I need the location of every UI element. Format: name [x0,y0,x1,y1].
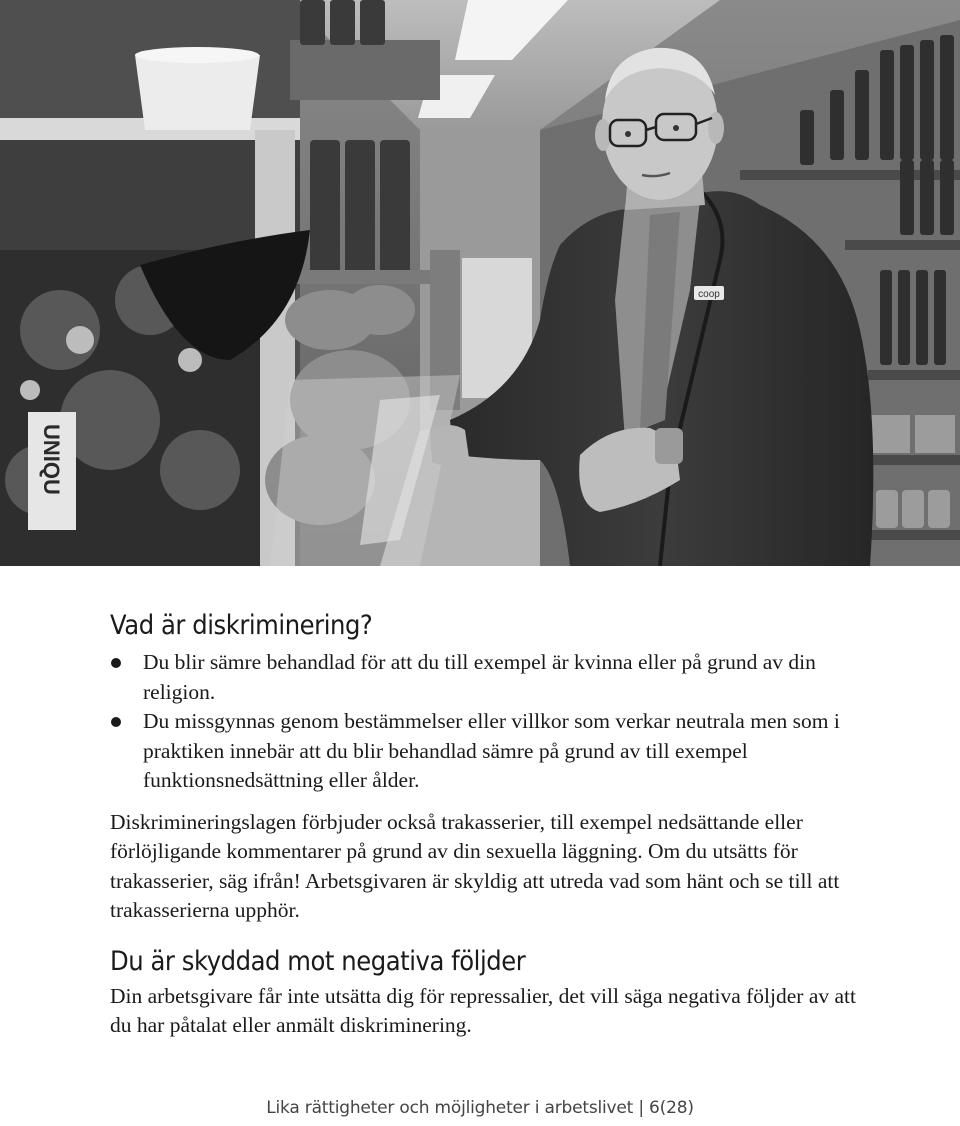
sign-text: UNIQU [39,424,64,495]
bullet-icon [111,658,121,668]
list-item [110,707,870,796]
section-heading-protection: Du är skyddad mot negativa följder [110,945,526,977]
bullet-list [110,648,870,796]
bullet-text: Du blir sämre behandlad för att du till exempel är kvinna eller på grund av din religion. [143,650,816,704]
text-content [110,606,870,1041]
reprisal-paragraph: Din arbetsgivare får inte utsätta dig för repressalier, det vill säga negativa följder av att du har påtalat eller anmält diskriminering. [110,983,856,1037]
harassment-paragraph: Diskrimineringslagen förbjuder också trakasserier, till exempel nedsättande eller förlöjligande kommentarer på grund av din sexuella läggning. Om du utsätts för trakasserier, säg ifrån! Arbetsgivaren är skyldig att utreda vad som hänt och se till att trakasserierna upphör. [110,809,840,922]
bullet-icon [111,717,121,727]
page-footer: Lika rättigheter och möjligheter i arbetslivet | 6(28) [266,1098,694,1118]
list-item [110,648,870,707]
section-heading-discrimination: Vad är diskriminering? [110,610,373,641]
badge-text: coop [698,289,720,300]
bullet-text: Du missgynnas genom bestämmelser eller villkor som verkar neutrala men som i praktiken innebär att du blir behandlad sämre på grund av till exempel funktionsnedsättning eller ålder. [143,709,840,792]
